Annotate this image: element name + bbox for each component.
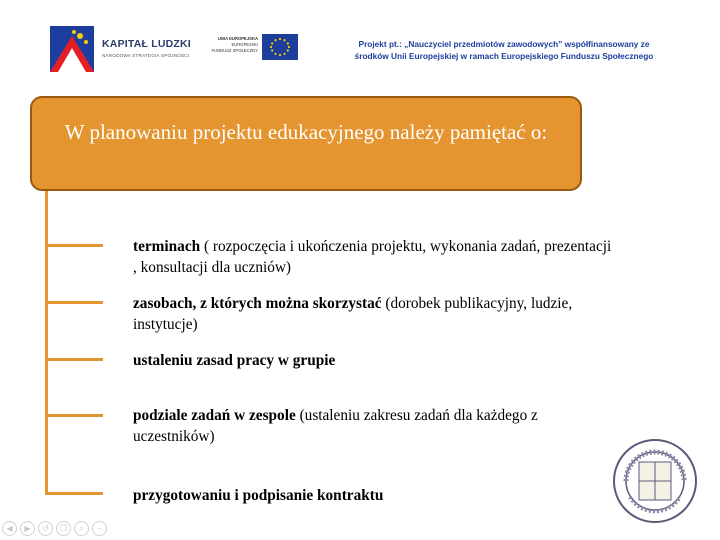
kapital-ludzki-subtitle: NARODOWA STRATEGIA SPÓJNOŚCI: [102, 53, 190, 58]
kapital-ludzki-flag-icon: [50, 26, 94, 72]
slide-title: W planowaniu projektu edukacyjnego należy pamiętać o:: [64, 120, 548, 144]
search-icon[interactable]: ⌕: [74, 521, 89, 536]
tree-branch-5: [45, 492, 103, 495]
list-item: [133, 405, 613, 447]
item-text: ( rozpoczęcia i ukończenia projektu, wykonania zadań, prezentacji , konsultacji dla uczniów): [133, 238, 612, 276]
ue-line3: FUNDUSZ SPOŁECZNY: [211, 48, 258, 53]
list-item: [133, 485, 613, 506]
item-bold: terminach: [133, 238, 201, 255]
item-text: (dorobek publikacyjny, ludzie, instytucje): [133, 295, 573, 333]
kapital-ludzki-logo: [50, 26, 200, 76]
list-item: [133, 236, 613, 278]
list-item: [133, 350, 613, 371]
item-bold: podziale zadań w zespole: [133, 407, 296, 424]
item-text: (ustaleniu zakresu zadań dla każdego z uczestników): [133, 407, 538, 445]
prev-icon[interactable]: ◀: [2, 521, 17, 536]
copy-icon[interactable]: ❐: [56, 521, 71, 536]
kapital-ludzki-title: KAPITAŁ LUDZKI: [102, 38, 191, 50]
next-icon[interactable]: ▶: [20, 521, 35, 536]
list-item: [133, 293, 613, 335]
project-line2: środków Unii Europejskiej w ramach Europejskiego Funduszu Społecznego: [354, 51, 654, 61]
ue-line2: EUROPEJSKI: [231, 42, 258, 47]
tree-trunk-line: [45, 191, 48, 495]
ue-logo: [206, 34, 298, 70]
project-line1: Projekt pt.: „Nauczyciel przedmiotów zawodowych” współfinansowany ze: [358, 39, 650, 49]
title-box: [30, 96, 582, 191]
slide-controls: [2, 521, 122, 539]
end-icon[interactable]: –: [92, 521, 107, 536]
back-icon[interactable]: ↺: [38, 521, 53, 536]
ue-text: [206, 36, 258, 54]
tree-branch-3: [45, 358, 103, 361]
project-info: [324, 38, 684, 62]
university-seal: [612, 437, 698, 525]
item-bold: ustaleniu zasad pracy w grupie: [133, 352, 336, 369]
tree-branch-1: [45, 244, 103, 247]
item-bold: przygotowaniu i podpisanie kontraktu: [133, 487, 384, 504]
tree-branch-4: [45, 414, 103, 417]
logo-bar: [30, 12, 690, 90]
eu-flag-icon: [262, 34, 298, 60]
tree-branch-2: [45, 301, 103, 304]
ue-line1: UNIA EUROPEJSKA: [217, 36, 258, 41]
item-bold: zasobach, z których można skorzystać: [133, 295, 382, 312]
